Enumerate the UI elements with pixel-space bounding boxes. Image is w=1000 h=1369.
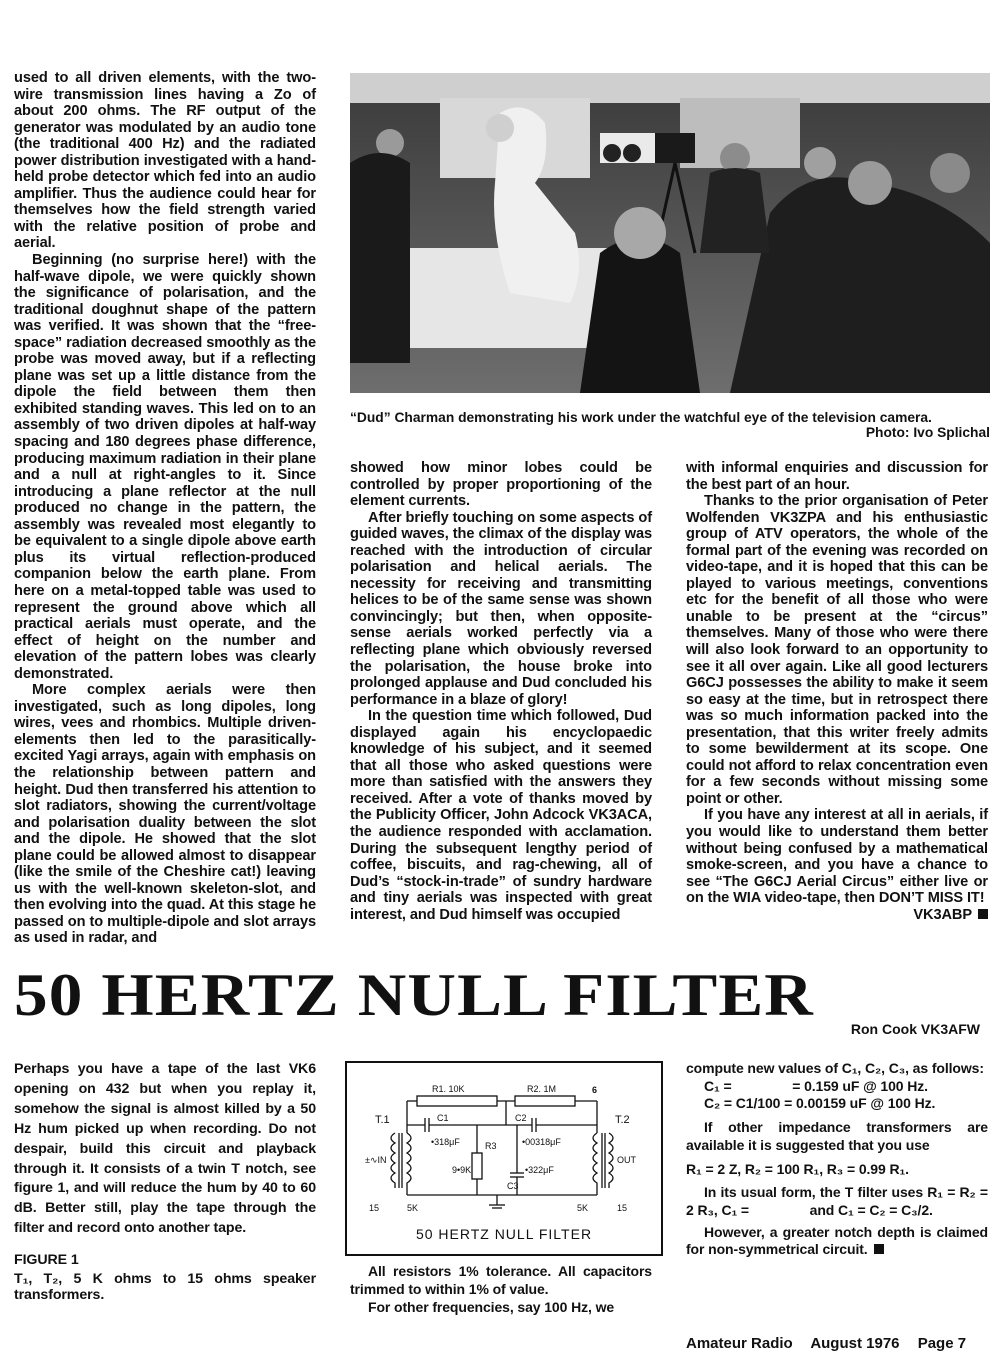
article1-col3-para-2: Thanks to the prior organisation of Peter Wolfenden VK3ZPA and his enthusiastic group of ATV operators, the whole of the formal part of the evening was recorded on video-tape, and it is hoped that this can be played to various meetings, conventions etc for the benefit of all those who were unable to be present at the “circus” themselves. Many of those who were there will also look forward to an opportunity to see it all over again. Like all good lecturers G6CJ possesses the ability to make it seem so easy at the time, but in retrospect there was so much information packed into the presentation, that this writer freely admits to some bewilderment at its scope. One could not afford to relax concentration even for a few seconds without missing some point or other. <box>686 493 988 807</box>
figure-note: T₁, T₂, 5 K ohms to 15 ohms speaker transformers. <box>14 1271 316 1304</box>
label-output: OUT <box>617 1155 636 1165</box>
label-c3-value: •322μF <box>525 1165 554 1175</box>
article1-col2-para-2: After briefly touching on some aspects of guided waves, the climax of the display was reached with the introduction of circular polarisation and helical aerials. The necessity for receiving and transmitting helices to be of the same sense was shown convincingly; but then, when opposite-sense aerials worked perfectly via a reflecting plane which obviously reversed the polarisation, the house broke into prolonged applause and Dud concluded his performance in a blaze of glory! <box>350 509 652 708</box>
figure-label: FIGURE 1 <box>14 1252 79 1269</box>
article1-col2-para-3: In the question time which followed, Dud displayed again his encyclopaedic knowledge of his subject, and it seemed that all those who asked questions were more than satisfied with the answers they received. After a vote of thanks moved by the Publicity Officer, John Adcock VK3ACA, the audience responded with acclamation. During the subsequent lengthy period of coffee, biscuits, and rag-chewing, all of Dud’s “stock-in-trade” of sundry hardware and tiny aerials was inspected with great interest, and Dud himself was occupied <box>350 708 652 923</box>
label-c2-value: •00318μF <box>522 1137 561 1147</box>
label-c1: C1 <box>437 1113 449 1123</box>
article2-author: Ron Cook VK3AFW <box>850 1021 980 1037</box>
page-footer <box>686 1335 986 1352</box>
photo-credit: Photo: Ivo Splichal <box>865 425 990 440</box>
article2-col3-intro: compute new values of C₁, C₂, C₃, as follows: <box>686 1060 984 1076</box>
footer-page: Page 7 <box>917 1335 967 1352</box>
label-left-5k: 5K <box>407 1203 419 1213</box>
article1-column-3 <box>686 460 988 923</box>
article2-col2-para-1: All resistors 1% tolerance. All capacitors trimmed to within 1% of value. <box>350 1263 652 1297</box>
article2-col2-para-2: For other frequencies, say 100 Hz, we <box>368 1299 615 1315</box>
article2-column-2 <box>350 1262 652 1316</box>
schematic-diagram <box>347 1063 661 1254</box>
label-input: ±∿IN <box>365 1155 387 1165</box>
article2-column-1 <box>14 1060 316 1303</box>
article1-col3-para-3: If you have any interest at all in aerials, if you would like to understand them better without being confused by a mathematical smoke-screen, and you have a chance to see “The G6CJ Aerial Circus” either live or on the WIA video-tape, then DON’T MISS IT! VK3ABP <box>686 807 988 923</box>
label-point: 6 <box>592 1085 598 1095</box>
lecture-photo <box>350 73 990 393</box>
article2-col1-para: Perhaps you have a tape of the last VK6 opening on 432 but when you replay it, somehow the signal is almost killed by a 50 Hz hum picked up when recording. Do not despair, build this circuit and playback through it. It consists of a twin T notch, see figure 1, and will reduce the hum by 40 to 60 dB. Better still, play the tape through the filter and record onto another tape. <box>14 1061 316 1237</box>
equation-c1: C₁ = = 0.159 uF @ 100 Hz. <box>704 1077 928 1094</box>
label-r2: R2. 1M <box>527 1084 557 1094</box>
article1-col2-para-1: showed how minor lobes could be controlled by proper proportioning of the element currents. <box>350 460 652 510</box>
article2-col3-para-3: In its usual form, the T filter uses R₁ = R₂ = 2 R₃, C₁ = and C₁ = C₂ = C₃/2. <box>686 1184 992 1218</box>
article2-col3-para-2: If other impedance transformers are available it is suggested that you use <box>686 1119 988 1153</box>
article1-column-1 <box>14 70 316 947</box>
photo-caption: “Dud” Charman demonstrating his work under the watchful eye of the television camera. <box>350 410 932 425</box>
label-right-5k: 5K <box>577 1203 589 1213</box>
end-mark-icon <box>978 909 988 919</box>
article2-column-3 <box>686 1060 992 1259</box>
article2-col3-para-4: However, a greater notch depth is claimed for non-symmetrical circuit. <box>686 1223 988 1258</box>
article1-col1-para-2: Beginning (no surprise here!) with the half-wave dipole, we were quickly shown the significance of polarisation, and the traditional doughnut shape of the pattern was verified. It was shown that the “free-space” radiation decreased smoothly as the probe was moved away, but if a reflecting plane was set up a little distance from the dipole the field between them then exhibited standing waves. This led on to an assembly of two driven dipoles at half-way spacing and 180 degrees phase difference, producing maximum radiation in their plane and a null at right-angles to it. Since introducing a plane reflector at the null produced no change in the pattern, the assembly was revealed most elegantly to be equivalent to a single dipole above earth plus its virtual reflection-produced companion below the earth plane. From here on a metal-topped table was used to represent the ground above which all practical aerials must operate, and the effect of height on the number and elevation of the pattern lobes was clearly demonstrated. <box>14 252 316 682</box>
author-signoff: VK3ABP <box>895 907 988 924</box>
label-t2: T.2 <box>615 1114 630 1126</box>
label-c3: C3 <box>507 1181 519 1191</box>
article2-title: 50 HERTZ NULL FILTER <box>14 962 814 1028</box>
photo-caption-block <box>350 410 990 440</box>
schematic-figure <box>345 1061 663 1256</box>
label-r1: R1. 10K <box>432 1084 465 1094</box>
label-left-15: 15 <box>369 1203 380 1213</box>
equation-r-values: R₁ = 2 Z, R₂ = 100 R₁, R₃ = 0.99 R₁. <box>686 1160 909 1177</box>
equation-c2: C₂ = C1/100 = 0.00159 uF @ 100 Hz. <box>704 1095 936 1112</box>
article1-col3-para-1: with informal enquiries and discussion for the best part of an hour. <box>686 460 988 493</box>
footer-issue: August 1976 <box>810 1335 900 1352</box>
label-c1-value: •318μF <box>431 1137 460 1147</box>
article1-col1-para-3: More complex aerials were then investigated, such as long dipoles, long wires, vees and rhombics. Multiple driven-elements then led to the parasitically-excited Yagi arrays, again with emphasis on the relationship between pattern and height. Dud then transferred his attention to slot radiators, showing the current/voltage and polarisation duality between the slot and the dipole. He showed that the slot plane could be allowed almost to disappear (like the smile of the Cheshire cat!) leaving us with the well-known skeleton-slot, and then evolving into the quad. At this stage he passed on to multiple-dipole and slot arrays as used in radar, and <box>14 682 316 947</box>
footer-magazine: Amateur Radio <box>686 1335 793 1352</box>
label-r3: R3 <box>485 1141 497 1151</box>
label-r3-value: 9•9K <box>452 1165 472 1175</box>
label-t1: T.1 <box>375 1114 390 1126</box>
article1-column-2 <box>350 460 652 923</box>
label-c2: C2 <box>515 1113 527 1123</box>
label-right-15: 15 <box>617 1203 628 1213</box>
lecture-photo-image <box>350 73 990 393</box>
schematic-title: 50 HERTZ NULL FILTER <box>415 1226 593 1242</box>
end-mark-icon <box>874 1244 884 1254</box>
article1-col1-para-1: used to all driven elements, with the two-wire transmission lines having a Zo of about 200 ohms. The RF output of the generator was modulated by an audio tone (the traditional 400 Hz) and the radiated power distribution investigated with a hand-held probe detector which fed into an audio amplifier. Thus the audience could hear for themselves how the field strength varied with the relative position of probe and aerial. <box>14 70 316 252</box>
